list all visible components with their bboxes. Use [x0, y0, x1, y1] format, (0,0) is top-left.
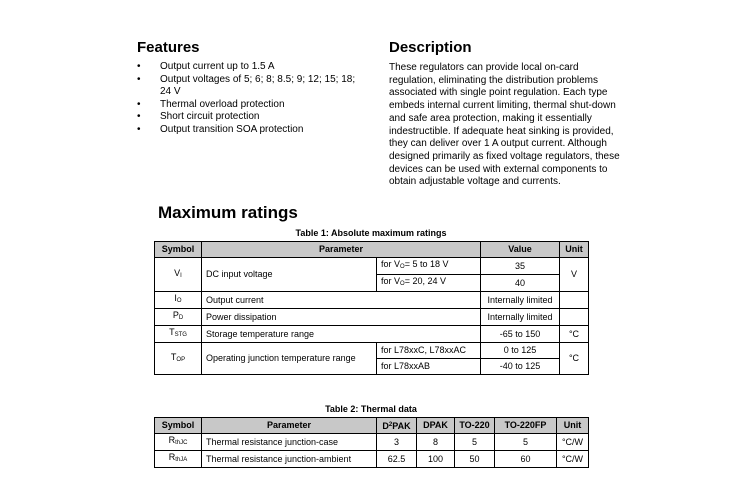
value-cell: 60: [495, 451, 557, 468]
symbol-cell: $V_I$: [155, 258, 202, 292]
table-header-row: [155, 418, 589, 434]
parameter-cell: Power dissipation: [202, 309, 481, 326]
symbol-cell: $T_{STG}$: [155, 326, 202, 343]
parameter-cell: Output current: [202, 292, 481, 309]
table-row: [155, 326, 589, 343]
value-cell: Internally limited: [481, 292, 560, 309]
features-list: [137, 61, 382, 137]
column-header: Symbol: [155, 242, 202, 258]
value-cell: 100: [417, 451, 455, 468]
table-row: [155, 258, 589, 275]
value-cell: 8: [417, 434, 455, 451]
unit-cell: °C: [560, 326, 589, 343]
column-header: TO-220FP: [495, 418, 557, 434]
parameter-cell: Thermal resistance junction-ambient: [202, 451, 377, 468]
parameter-cell: Thermal resistance junction-case: [202, 434, 377, 451]
table-header-row: [155, 242, 589, 258]
parameter-cell: DC input voltage: [202, 258, 377, 292]
symbol-cell: $P_D$: [155, 309, 202, 326]
bullet-icon: •: [137, 123, 141, 135]
condition-cell: for L78xxC, L78xxAC: [377, 343, 481, 359]
column-header: Symbol: [155, 418, 202, 434]
value-cell: 35: [481, 258, 560, 275]
unit-cell: °C: [560, 343, 589, 375]
table-caption: Table 2: Thermal data: [325, 404, 417, 414]
list-item: • Output voltages of 5; 6; 8; 8.5; 9; 12; 15; 18;: [137, 73, 356, 85]
parameter-cell: Storage temperature range: [202, 326, 481, 343]
section-title: Maximum ratings: [158, 203, 298, 222]
column-header: $D^2PAK$: [377, 418, 417, 434]
thermal-data-table: [154, 417, 589, 468]
list-item: • Output transition SOA protection: [137, 123, 304, 135]
symbol-cell: $R_{thJA}$: [155, 451, 202, 468]
unit-cell: [560, 309, 589, 326]
value-cell: -40 to 125: [481, 359, 560, 375]
column-header: Value: [481, 242, 560, 258]
table-row: [155, 434, 589, 451]
list-item-continued: 24 V: [160, 86, 181, 98]
unit-cell: °C/W: [557, 451, 589, 468]
bullet-icon: •: [137, 98, 141, 110]
value-cell: 40: [481, 275, 560, 292]
table-row: [155, 292, 589, 309]
list-item: • Short circuit protection: [137, 111, 260, 123]
value-cell: 5: [455, 434, 495, 451]
description-text: These regulators can provide local on-card regulation, eliminating the distribution problems associated with single point regulation. Each type embeds internal current limiting, thermal shut-down and safe area protection, making it essentially indestructible. If adequate heat sinking is provided, they can deliver over 1 A output current. Although designed primarily as fixed voltage regulators, these devices can be used with external components to obtain adjustable voltage and currents.: [389, 62, 620, 188]
value-cell: 3: [377, 434, 417, 451]
unit-cell: °C/W: [557, 434, 589, 451]
table-row: [155, 343, 589, 359]
max-ratings-table: [154, 241, 589, 375]
column-header: Parameter: [202, 418, 377, 434]
bullet-icon: •: [137, 73, 141, 85]
column-header: DPAK: [417, 418, 455, 434]
condition-cell: for L78xxAB: [377, 359, 481, 375]
value-cell: Internally limited: [481, 309, 560, 326]
table-row: [155, 309, 589, 326]
condition-cell: for $V_O= 5$ to 18 V: [377, 258, 481, 275]
table-caption: Table 1: Absolute maximum ratings: [295, 228, 447, 238]
column-header: TO-220: [455, 418, 495, 434]
list-item: • Output current up to 1.5 A: [137, 61, 275, 72]
description-heading: Description: [389, 39, 472, 56]
bullet-icon: •: [137, 61, 141, 72]
symbol-cell: $R_{thJC}$: [155, 434, 202, 451]
value-cell: 62.5: [377, 451, 417, 468]
column-header: Parameter: [202, 242, 481, 258]
unit-cell: [560, 292, 589, 309]
value-cell: -65 to 150: [481, 326, 560, 343]
table-row: [155, 451, 589, 468]
bullet-icon: •: [137, 111, 141, 123]
symbol-cell: $T_{OP}$: [155, 343, 202, 375]
value-cell: 5: [495, 434, 557, 451]
column-header: Unit: [557, 418, 589, 434]
value-cell: 50: [455, 451, 495, 468]
column-header: Unit: [560, 242, 589, 258]
condition-cell: for $V_O= 20$, 24 V: [377, 275, 481, 292]
value-cell: 0 to 125: [481, 343, 560, 359]
symbol-cell: $I_O$: [155, 292, 202, 309]
unit-cell: V: [560, 258, 589, 292]
features-heading: Features: [137, 39, 200, 56]
parameter-cell: Operating junction temperature range: [202, 343, 377, 375]
list-item: • Thermal overload protection: [137, 98, 285, 110]
